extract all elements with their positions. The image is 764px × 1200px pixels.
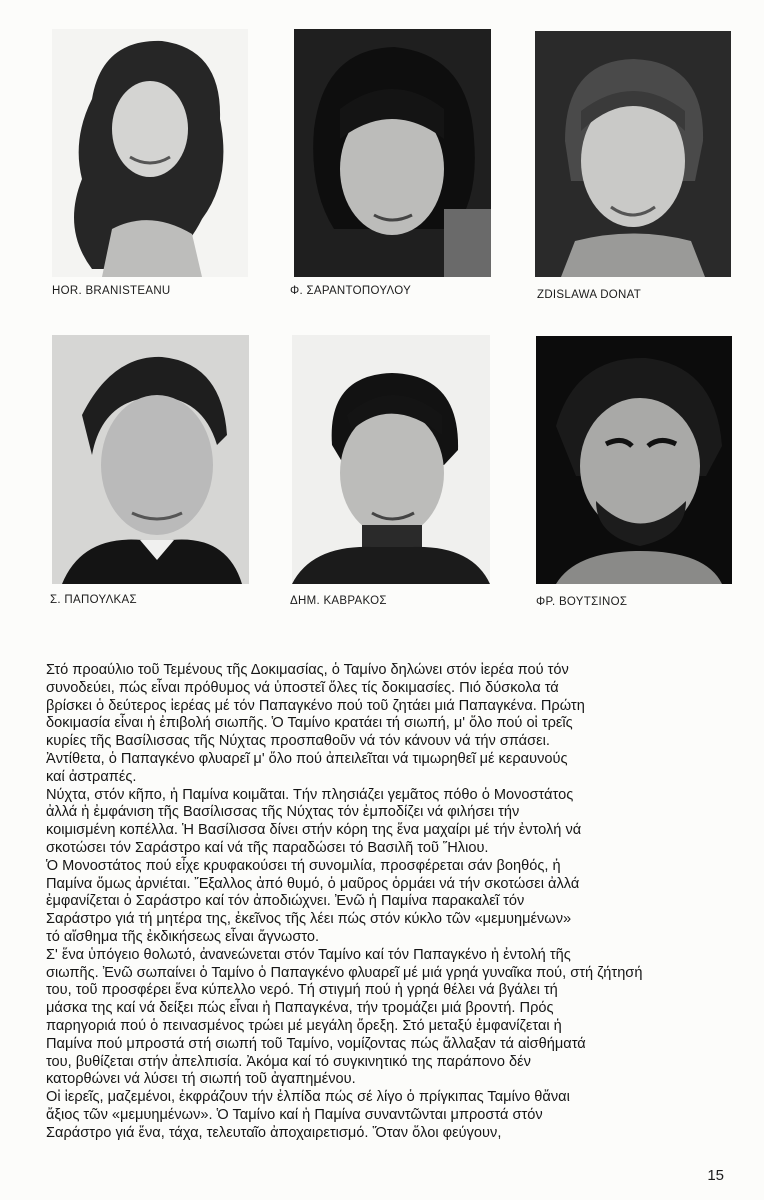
portrait-caption: ΦΡ. ΒΟΥΤΣΙΝΟΣ bbox=[536, 596, 628, 608]
synopsis-text bbox=[46, 662, 736, 1143]
portrait-photo-branisteanu bbox=[52, 29, 248, 277]
text-line: του, τοῦ προσφέρει ἕνα κύπελλο νερό. Τή στιγμή πού ἡ γρηά θέλει νά βγάλει τή bbox=[46, 982, 558, 999]
text-line: μάσκα της καί νά δείξει πώς εἶναι ἡ Παπαγκένα, τήν τρομάζει μιά βροντή. Πρός bbox=[46, 1000, 554, 1017]
portrait-photo-kavrakos bbox=[292, 335, 490, 584]
text-line: ἀλλά ἡ ἐμφάνιση τῆς Βασίλισσας τῆς Νύχτας τόν ἐμποδίζει νά φιλήσει τήν bbox=[46, 804, 520, 821]
text-line: παρηγοριά πού ὁ πεινασμένος τρώει μέ μεγάλη ὄρεξη. Στό μεταξύ ἐμφανίζεται ἡ bbox=[46, 1017, 562, 1034]
portrait-caption: Σ. ΠΑΠΟΥΛΚΑΣ bbox=[50, 594, 137, 606]
portrait-photo-voutsinos bbox=[536, 336, 732, 584]
portrait-photo-papoulkas bbox=[52, 335, 249, 584]
text-line: του, βυθίζεται στήν ἀπελπισία. Ἀκόμα καί τό συγκινητικό της παράπονο δέν bbox=[46, 1053, 531, 1070]
text-line: κοιμισμένη κοπέλλα. Ἡ Βασίλισσα δίνει στήν κόρη της ἕνα μαχαίρι μέ τήν ἐντολή νά bbox=[46, 822, 582, 839]
text-line: Σαράστρο γιά ἕνα, τάχα, τελευταῖο ἀποχαιρετισμό. Ὅταν ὅλοι φεύγουν, bbox=[46, 1124, 502, 1141]
text-line: τό αἴσθημα τῆς ἐκδικήσεως εἶναι ἄγνωστο. bbox=[46, 928, 320, 945]
text-line: Σαράστρο γιά τή μητέρα της, ἐκεῖνος τῆς λέει πώς στόν κύκλο τῶν «μεμυημένων» bbox=[46, 911, 572, 928]
text-line: σκοτώσει τόν Σαράστρο καί νά τῆς παραδώσει τό Βασιλῆ τοῦ Ἥλιου. bbox=[46, 839, 489, 856]
portrait-photo-donat bbox=[535, 31, 731, 277]
text-line: Ἀντίθετα, ὁ Παπαγκένο φλυαρεῖ μ' ὅλο πού ἀπειλεῖται νά τιμωρηθεῖ μέ κεραυνούς bbox=[46, 750, 568, 767]
text-line: κυρίες τῆς Βασίλισσας τῆς Νύχτας προσπαθοῦν νά τόν κάνουν νά τήν σπάσει. bbox=[46, 733, 550, 750]
text-line: Ὁ Μονοστάτος πού εἶχε κρυφακούσει τή συνομιλία, προσφέρεται σάν βοηθός, ἡ bbox=[46, 857, 561, 874]
text-line: Νύχτα, στόν κῆπο, ἡ Παμίνα κοιμᾶται. Τήν πλησιάζει γεμᾶτος πόθο ὁ Μονοστάτος bbox=[46, 786, 574, 803]
text-line: βρίσκει ὁ δεύτερος ἱερέας μέ τόν Παπαγκένο πού τοῦ ζητάει μιά Παπαγκένα. Πρώτη bbox=[46, 697, 585, 714]
text-line: σιωπῆς. Ἐνῶ σωπαίνει ὁ Ταμίνο ὁ Παπαγκένο φλυαρεῖ μέ μιά γρηά γυναῖκα πού, στή ζήτησή bbox=[46, 964, 643, 981]
text-line: κατορθώνει νά λύσει τή σιωπή τοῦ ἀγαπημένου. bbox=[46, 1071, 356, 1088]
portrait-caption: Φ. ΣΑΡΑΝΤΟΠΟΥΛΟΥ bbox=[290, 285, 412, 297]
text-line: καί ἀστραπές. bbox=[46, 768, 137, 785]
text-line: Παμίνα πού μπροστά στή σιωπή τοῦ Ταμίνο, νομίζοντας πώς ἄλλαξαν τά αἰσθήματά bbox=[46, 1035, 586, 1052]
text-line: ἐμφανίζεται ὁ Σαράστρο καί τόν ἀποδιώχνει. Ἐνῶ ἡ Παμίνα παρακαλεῖ τόν bbox=[46, 893, 525, 910]
portrait-caption: ΔΗΜ. ΚΑΒΡΑΚΟΣ bbox=[290, 595, 387, 607]
portrait-caption: HOR. BRANISTEANU bbox=[52, 285, 171, 297]
text-line: Σ' ἕνα ὑπόγειο θολωτό, ἀνανεώνεται στόν Ταμίνο καί τόν Παπαγκένο ἡ ἐντολή τῆς bbox=[46, 946, 571, 963]
text-line: ἄξιος τῶν «μεμυημένων». Ὁ Ταμίνο καί ἡ Παμίνα συναντῶνται μπροστά στόν bbox=[46, 1106, 543, 1123]
text-line: Οἱ ἱερεῖς, μαζεμένοι, ἐκφράζουν τήν ἐλπίδα πώς σέ λίγο ὁ πρίγκιπας Ταμίνο θἄναι bbox=[46, 1089, 570, 1106]
page-number: 15 bbox=[707, 1167, 724, 1184]
text-line: Παμίνα ὅμως ἀρνιέται. Ἔξαλλος ἀπό θυμό, ὁ μαῦρος ὁρμάει νά τήν σκοτώσει ἀλλά bbox=[46, 875, 580, 892]
text-line: δοκιμασία εἶναι ἡ ἐπιβολή σιωπῆς. Ὁ Ταμίνο κρατάει τή σιωπή, μ' ὅλο πού οἱ τρεῖς bbox=[46, 715, 573, 732]
text-line: Στό προαύλιο τοῦ Τεμένους τῆς Δοκιμασίας, ὁ Ταμίνο δηλώνει στόν ἱερέα πού τόν bbox=[46, 662, 569, 678]
portrait-caption: ZDISLAWA DONAT bbox=[537, 289, 642, 301]
text-line: συνοδεύει, πώς εἶναι πρόθυμος νά ὑποστεῖ ὅλες τίς δοκιμασίες. Πιό δύσκολα τά bbox=[46, 679, 559, 696]
portrait-photo-sarantopoulou bbox=[294, 29, 491, 277]
